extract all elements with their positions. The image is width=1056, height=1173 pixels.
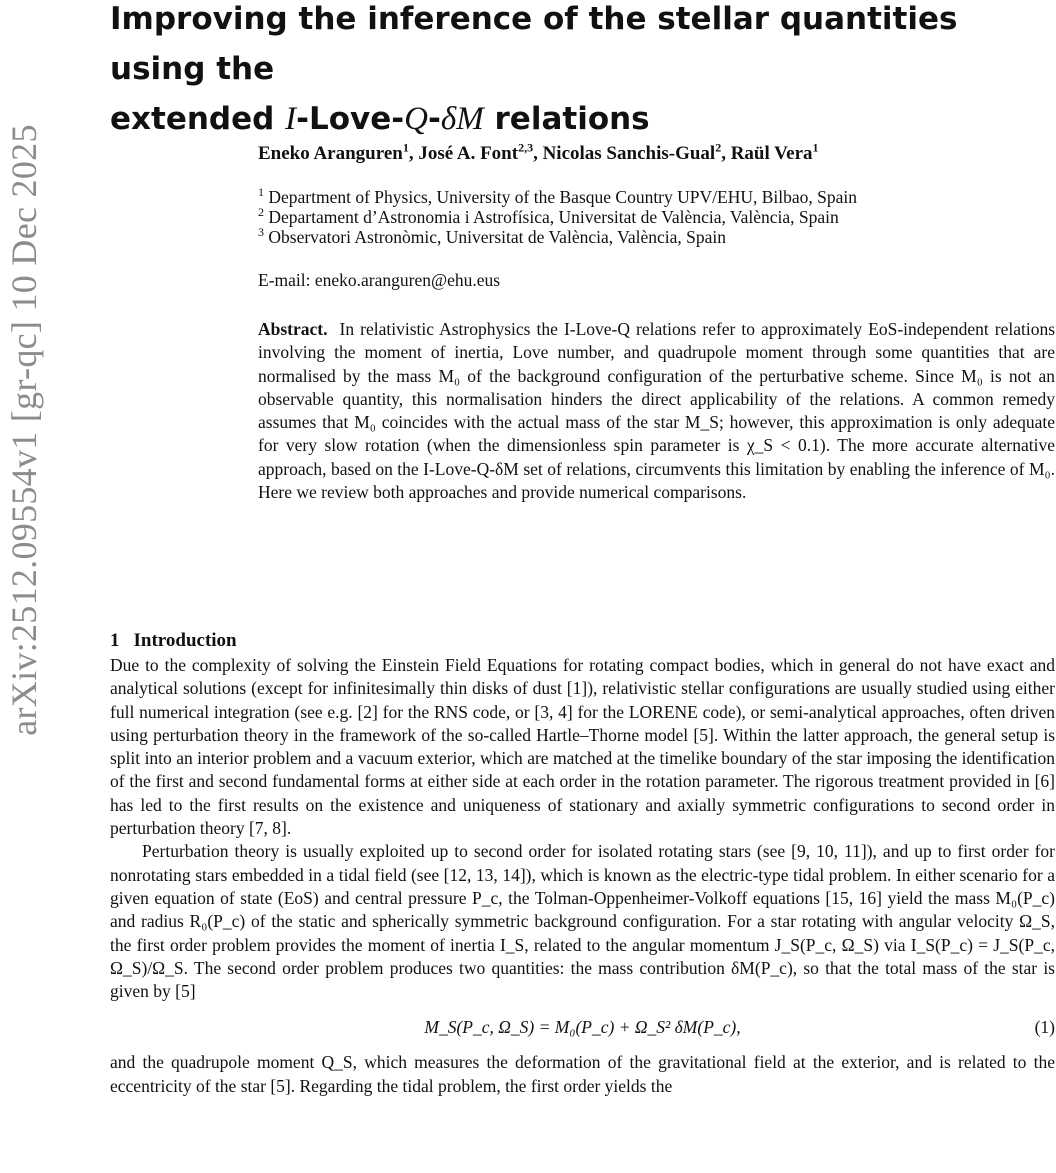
abstract-label: Abstract.: [258, 319, 328, 339]
section-heading: 1 Introduction: [110, 630, 237, 651]
affiliation: $^3$ Observatori Astronòmic, Universitat de València, València, Spain: [258, 225, 727, 247]
equation-number: (1): [1034, 1017, 1055, 1038]
author: Eneko Aranguren$^1$,: [258, 140, 419, 164]
paper-title: Improving the inference of the stellar quantities using the extended I-Love-Q-δM relations: [110, 1, 958, 137]
author: Nicolas Sanchis-Gual$^2$,: [542, 140, 731, 164]
abstract: [258, 318, 1055, 504]
author: Raül Vera$^1$: [730, 140, 819, 164]
author-list: [258, 140, 819, 165]
title-line-1: Improving the inference of the stellar quantities using the: [110, 1, 958, 87]
paragraph: Due to the complexity of solving the Einstein Field Equations for rotating compact bodies, which in general do not have exact and analytical solutions (except for infinitesimally thin disks of dust [1]), relativistic stellar configurations are usually studied using either full numerical integration (see e.g. [2] for the RNS code, or [3, 4] for the LORENE code), or semi-analytical approaches, often driven using perturbation theory in the framework of the so-called Hartle–Thorne model [5]. Within the latter approach, the general setup is split into an interior problem and a vacuum exterior, which are matched at the timelike boundary of the star imposing the identification of the first and second fundamental forms at either side at each order in the rotation parameter. The rigorous treatment provided in [6] has led to the first results on the existence and uniqueness of stationary and axially symmetric configurations to second order in perturbation theory [7, 8].: [110, 655, 1055, 839]
affiliation-list: [258, 187, 857, 247]
equation-expression: M_S(P_c, Ω_S) = M₀(P_c) + Ω_S² δM(P_c),: [424, 1017, 741, 1038]
contact-email: E-mail: eneko.aranguren@ehu.eus: [258, 270, 501, 290]
author: José A. Font$^{2,3}$,: [418, 140, 543, 164]
section-body: [110, 654, 1055, 1098]
abstract-text: In relativistic Astrophysics the I-Love-Q relations refer to approximately EoS-independent relations involving the moment of inertia, Love number, and quadrupole moment through some quantities that are normalised by the mass M₀ of the background configuration of the perturbative scheme. Since M₀ is not an observable quantity, this normalisation hinders the direct applicability of the relations. A common remedy assumes that M₀ coincides with the actual mass of the star M_S; however, this approximation is only adequate for very slow rotation (when the dimensionless spin parameter is χ_S < 0.1). The more accurate alternative approach, based on the I-Love-Q-δM set of relations, circumvents this limitation by enabling the inference of M₀. Here we review both approaches and provide numerical comparisons.: [258, 319, 1056, 503]
paragraph: Perturbation theory is usually exploited up to second order for isolated rotating stars (see [9, 10, 11]), and up to first order for nonrotating stars embedded in a tidal field (see [12, 13, 14]), which is known as the electric-type tidal problem. In either scenario for a given equation of state (EoS) and central pressure P_c, the Tolman-Oppenheimer-Volkoff equations [15, 16] yield the mass M₀(P_c) and radius R₀(P_c) of the static and spherically symmetric background configuration. For a star rotating with angular velocity Ω_S, the first order problem provides the moment of inertia I_S, related to the angular momentum J_S(P_c, Ω_S) via I_S(P_c) = J_S(P_c, Ω_S)/Ω_S. The second order problem produces two quantities: the mass contribution δM(P_c), so that the total mass of the star is given by [5]: [110, 841, 1055, 1002]
equation: [110, 1007, 1055, 1047]
affiliation: $^1$ Department of Physics, University of the Basque Country UPV/EHU, Bilbao, Spain: [258, 185, 857, 207]
affiliation: $^2$ Departament d’Astronomia i Astrofísica, Universitat de València, València, Spain: [258, 205, 839, 227]
arxiv-identifier: arXiv:2512.09554v1 [gr-qc] 10 Dec 2025: [4, 124, 44, 736]
paragraph: and the quadrupole moment Q_S, which measures the deformation of the gravitational field at the exterior, and is related to the eccentricity of the star [5]. Regarding the tidal problem, the first order yields the: [110, 1052, 1055, 1096]
